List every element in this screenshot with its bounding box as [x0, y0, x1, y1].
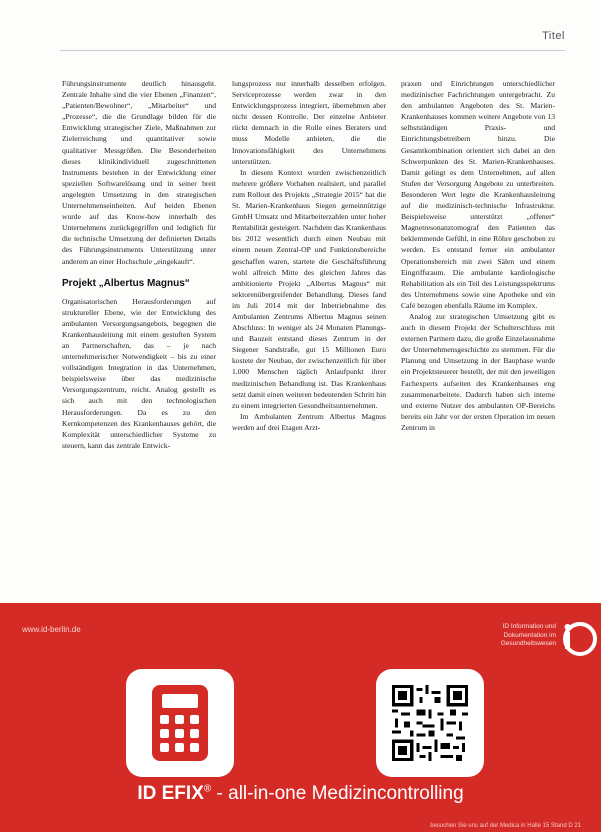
qr-code-icon[interactable]	[392, 685, 468, 761]
section-label: Titel	[542, 30, 565, 42]
ad-headline-rest: - all-in-one Medizincontrolling	[211, 783, 464, 804]
article-paragraph: In diesem Kontext wurden zwischenzeitlich mehrere größere Vorhaben realisiert, und parallel zum Rollout des Projekts „Strategie 2015“ hat die St. Marien-Krankenhaus Siegen gemeinnützige GmbH Umsatz und Mitarbeiterzahlen unter hoher Rentabilität gesteigert. Nachdem das Krankenhaus bis 2012 wesentlich durch einen Neubau mit einem neuen Zentral-OP und Funktionsbereiche geschaffen waren, startete die Geschäftsführung wohl alfreich Mitte des gleichen Jahres das ambitionierte Projekt „Albertus Magnus“ mit sektorenübergreifender Behandlung. Dieses fand im Juli 2014 mit der Inbetriebnahme des Ambulanten Zentrums Albertus Magnus seinen Abschluss: In weniger als 24 Monaten Planungs- und Bauzeit entstand dieses Zentrum in der Siegener Sandstraße, gut 15 Millionen Euro kostete der Neubau, der zwischenzeitlich für über 1.000 Menschen täglich Anlaufpunkt ihrer medizinischen Behandlung ist. Das Krankenhaus setzt damit einen weiteren bedeutenden Schritt hin zu einem integrierten Gesundheitsunternehmen.	[232, 167, 386, 410]
qr-code-tile[interactable]	[376, 669, 484, 777]
advertisement-banner[interactable]	[0, 603, 601, 832]
ad-url-link[interactable]: www.id-berlin.de	[22, 625, 81, 634]
ad-tagline-line: Dokumentation im	[503, 631, 556, 639]
article-paragraph: lungsprozess nur innerhalb desselben erfolgen. Serviceprozesse werden zwar in den Entwicklungsprozess integriert, übernehmen aber nicht dessen Kontrolle. Der einzelne Anbieter rückt demnach in die Rolle eines Beraters und muss Modelle anbieten, die die Innovationsfähigkeit des Unternehmens unterstützen.	[232, 79, 386, 166]
ad-tagline-line: Gesundheitswesen	[500, 640, 556, 647]
ad-tagline	[480, 623, 556, 649]
header-rule	[60, 50, 565, 51]
ad-tagline-line: ID Information und	[502, 623, 556, 630]
article-paragraph: Organisatorischen Herausforderungen auf struktureller Ebene, wie der Entwicklung des ambulanten Versorgungsangebots, begegnen die Krankenhausleitung mit einem gestuften System an Partnerschaften, das – je nach unternehmerischer Notwendigkeit – bis zu einer vollständigen Integration in das Unternehmen, beispielsweise über das medizinische Versorgungszentrum, reicht. Analog gestellt es sich auch mit den technologischen Herausforderungen. Da es zu den Kernkompetenzen des Krankenhauses gehört, die Komplexität unterschiedlicher Systeme zu steuern, kann das zentrale Entwick-	[62, 296, 216, 450]
article-column-2	[232, 78, 386, 588]
ad-headline-brand: ID EFIX	[137, 783, 204, 804]
calculator-tile	[126, 669, 234, 777]
section-heading: Projekt „Albertus Magnus“	[62, 277, 190, 289]
ad-headline	[0, 783, 601, 805]
article-paragraph: Analog zur strategischen Umsetzung gibt es auch in diesem Projekt der Schulterschluss mit externen Partnern dazu, die große Einzelausnahme der Unternehmensgeschichte zu stemmen. Für die Planung und Umsetzung in der Bauphase wurde ein Projektsteuerer bestellt, der mit den jeweiligen Fachexperts aufseiten des Krankenhauses eng zusammenarbeitete. Dadurch haben sich interne und externe Nutzer des ambulanten OP-Bereichs bereits ein Jahr vor der ersten Operation im neuen Zentrum in	[401, 311, 555, 432]
article-paragraph: Führungsinstrumente deutlich hinausgeht. Zentrale Inhalte sind die vier Ebenen „Finanzen“, „Patienten/Bewohner“, „Mitarbeiter“ und „Prozesse“, die die Grundlage bilden für die Entwicklung strategischer Ziele, Maßnahmen zur Zielerreichung und quantitativer sowie qualitativer Messgrößen. Die Besonderheiten dieses klinikindividuell zugeschnittenen Instruments bestehen in der Entwicklung einer speziellen Softwarelösung und in seiner breit angelegten Umsetzung in den strategischen Unternehmenseinheiten. Auf beiden Ebenen wurde auf das Know-how innerhalb des Unternehmens zurückgegriffen und lediglich für die technische Umsetzung der definierten Details des Führungsinstruments Unterstützung unter anderem an einer Hochschule „eingekauft“.	[62, 79, 216, 266]
ad-headline-registered: ®	[203, 783, 212, 795]
article-column-3	[401, 78, 555, 588]
article-paragraph: Im Ambulanten Zentrum Albertus Magnus werden auf drei Etagen Arzt-	[232, 411, 386, 432]
calculator-icon	[152, 685, 208, 761]
id-logo	[560, 621, 598, 657]
ad-footer-note: besuchen Sie uns auf der Medica in Halle 15 Stand D 21	[430, 823, 581, 829]
article-column-1	[62, 78, 216, 588]
article-paragraph: praxen und Einrichtungen unterschiedlicher medizinischer Fachrichtungen untergebracht. Zu den ambulanten Angeboten des St. Marien-Krankenhauses kommen weitere Angebote von 13 selbstständigen Praxis- und Einrichtungsbetreibern hinzu. Die Gesamtkombination orientiert sich dabei an den Schwerpunkten des St. Marien-Krankenhauses. Damit gelingt es dem Unternehmen, auf allen Stufen der Versorgung Angebote zu unterbreiten. Besonderen Wert legte die Krankenhausleitung auf die medizinisch-technische Infrastruktur. Beispielsweise unterstützt „offener“ Magnetresonanztomograf den Patienten das beklemmende Gefühl, in eine Röhre geschoben zu werden. Es entstand ferner ein ambulanter Operationsbereich mit zwei Sälen und einem Eingriffsraum. Die ambulante kardiologische Rehabilitation als ein Teil des Leistungsspektrums des Unternehmens sowie eine Apotheke und ein Café bezogen ebenfalls Räume im Komplex.	[401, 79, 555, 310]
